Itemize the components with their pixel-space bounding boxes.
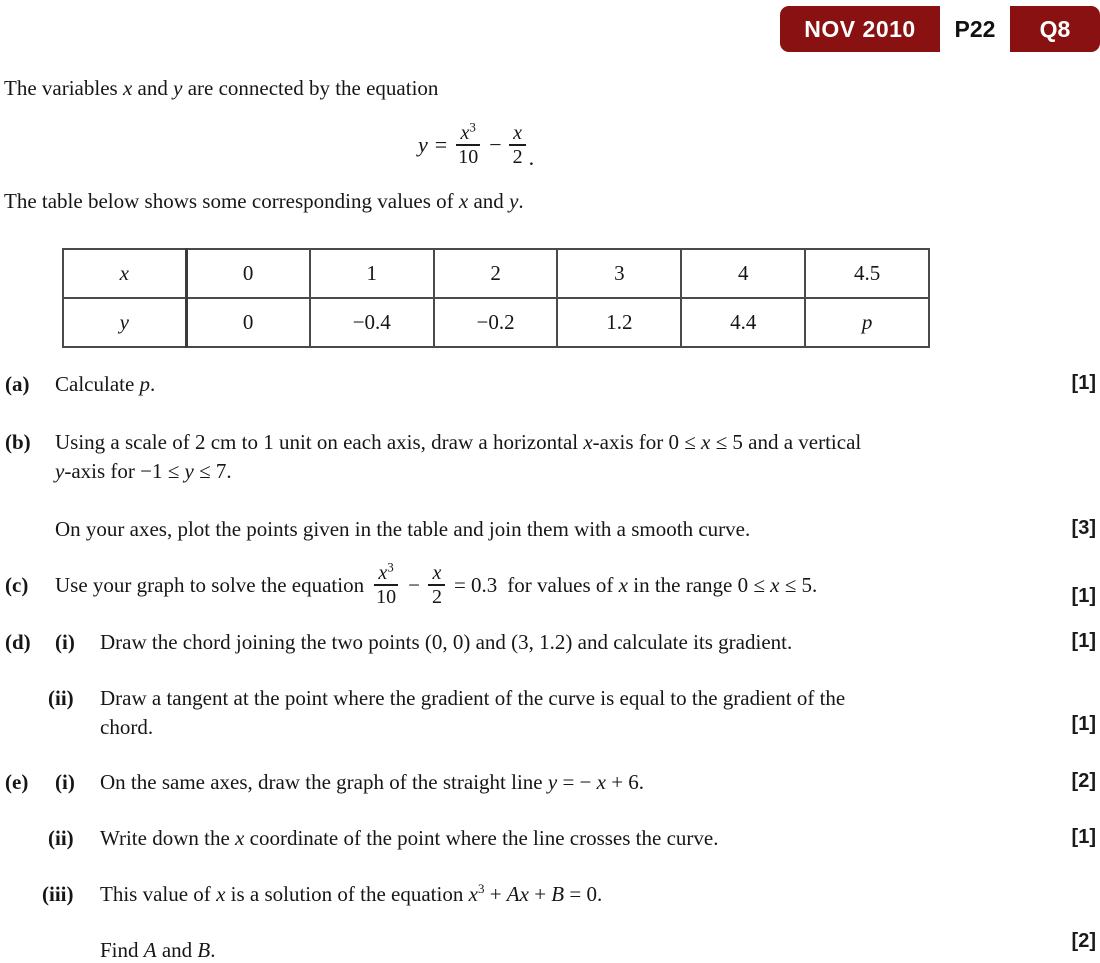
table-cell: 3 xyxy=(557,249,681,298)
values-table xyxy=(62,248,930,348)
equation-period: . xyxy=(528,145,535,170)
table-cell: 4 xyxy=(681,249,805,298)
part-c-minus: − xyxy=(408,572,420,597)
mark-part-b: [3] xyxy=(1071,517,1096,539)
intro-line-2: The table below shows some corresponding values of x and y. xyxy=(4,189,524,213)
equation-equals: = xyxy=(434,132,448,157)
part-a-text: Calculate p. xyxy=(55,372,156,396)
part-c-label: (c) xyxy=(5,572,29,597)
part-b-text-line3: On your axes, plot the points given in the table and join them with a smooth curve. xyxy=(55,517,751,541)
mark-part-e-ii: [1] xyxy=(1071,826,1096,848)
table-cell: 4.5 xyxy=(805,249,929,298)
table-cell: 4.4 xyxy=(681,298,805,347)
part-c-text-pre: Use your graph to solve the equation xyxy=(55,572,365,597)
part-e-i-label: (i) xyxy=(55,770,75,794)
table-cell: 0 xyxy=(186,298,310,347)
part-b-text-line2: y-axis for −1 ≤ y ≤ 7. xyxy=(55,459,232,483)
table-row-x xyxy=(63,249,929,298)
table-cell: y xyxy=(63,298,186,347)
part-d-ii-label: (ii) xyxy=(48,686,74,710)
part-e-iii-text: This value of x is a solution of the equation $x^3 + Ax + B = 0$. xyxy=(100,881,603,906)
mark-part-e-iii: [2] xyxy=(1071,930,1096,952)
mark-part-d-ii: [1] xyxy=(1071,713,1096,735)
part-e-ii-text: Write down the x coordinate of the point where the line crosses the curve. xyxy=(100,826,719,850)
fraction-x-over-2: $\frac{x}{2}$ xyxy=(428,562,446,608)
fraction-x3-over-10: $\frac{x^3}{10}$ xyxy=(458,119,479,168)
part-b-text-line1: Using a scale of 2 cm to 1 unit on each axis, draw a horizontal x-axis for 0 ≤ x ≤ 5 and a vertical xyxy=(55,430,862,454)
table-cell: 1.2 xyxy=(557,298,681,347)
badge-question-number: Q8 xyxy=(1039,15,1071,42)
part-c-text-post: for values of x in the range 0 ≤ x ≤ 5. xyxy=(507,572,818,597)
main-equation xyxy=(418,116,534,174)
table-cell: p xyxy=(805,298,929,347)
table-cell: x xyxy=(63,249,186,298)
part-d-label: (d) xyxy=(5,630,31,654)
part-d-i-label: (i) xyxy=(55,630,75,654)
table-cell: −0.4 xyxy=(310,298,434,347)
part-d-ii-text-line2: chord. xyxy=(100,715,154,739)
part-e-ii-label: (ii) xyxy=(48,826,74,850)
fraction-x3-over-10: $\frac{x^3}{10}$ xyxy=(376,559,397,608)
mark-part-c: [1] xyxy=(1071,585,1096,607)
question-badge xyxy=(780,6,1100,52)
part-a-label: (a) xyxy=(5,372,30,396)
part-c-row xyxy=(0,556,1040,614)
part-e-i-text: On the same axes, draw the graph of the straight line y = − x + 6. xyxy=(100,770,645,794)
part-b-label: (b) xyxy=(5,430,31,454)
badge-paper: P22 xyxy=(940,6,1010,52)
part-e-label: (e) xyxy=(5,770,29,794)
mark-part-e-i: [2] xyxy=(1071,770,1096,792)
table-cell: −0.2 xyxy=(434,298,558,347)
equation-lhs: y xyxy=(418,132,428,157)
part-c-rhs: = 0.3 xyxy=(453,572,498,597)
equation-minus: − xyxy=(489,132,502,157)
fraction-x-over-2: $\frac{x}{2}$ xyxy=(509,122,527,168)
mark-part-d-i: [1] xyxy=(1071,630,1096,652)
part-d-ii-text-line1: Draw a tangent at the point where the gradient of the curve is equal to the gradient of the xyxy=(100,686,846,710)
table-row-y xyxy=(63,298,929,347)
intro-line-1: The variables x and y are connected by the equation xyxy=(4,76,439,100)
table-cell: 0 xyxy=(186,249,310,298)
part-e-iii-find-text: Find A and B. xyxy=(100,938,216,962)
part-d-i-text: Draw the chord joining the two points (0, 0) and (3, 1.2) and calculate its gradient. xyxy=(100,630,793,654)
part-e-iii-label: (iii) xyxy=(42,882,74,906)
table-cell: 1 xyxy=(310,249,434,298)
mark-part-a: [1] xyxy=(1071,372,1096,394)
badge-session: NOV 2010 xyxy=(804,15,916,42)
table-cell: 2 xyxy=(434,249,558,298)
